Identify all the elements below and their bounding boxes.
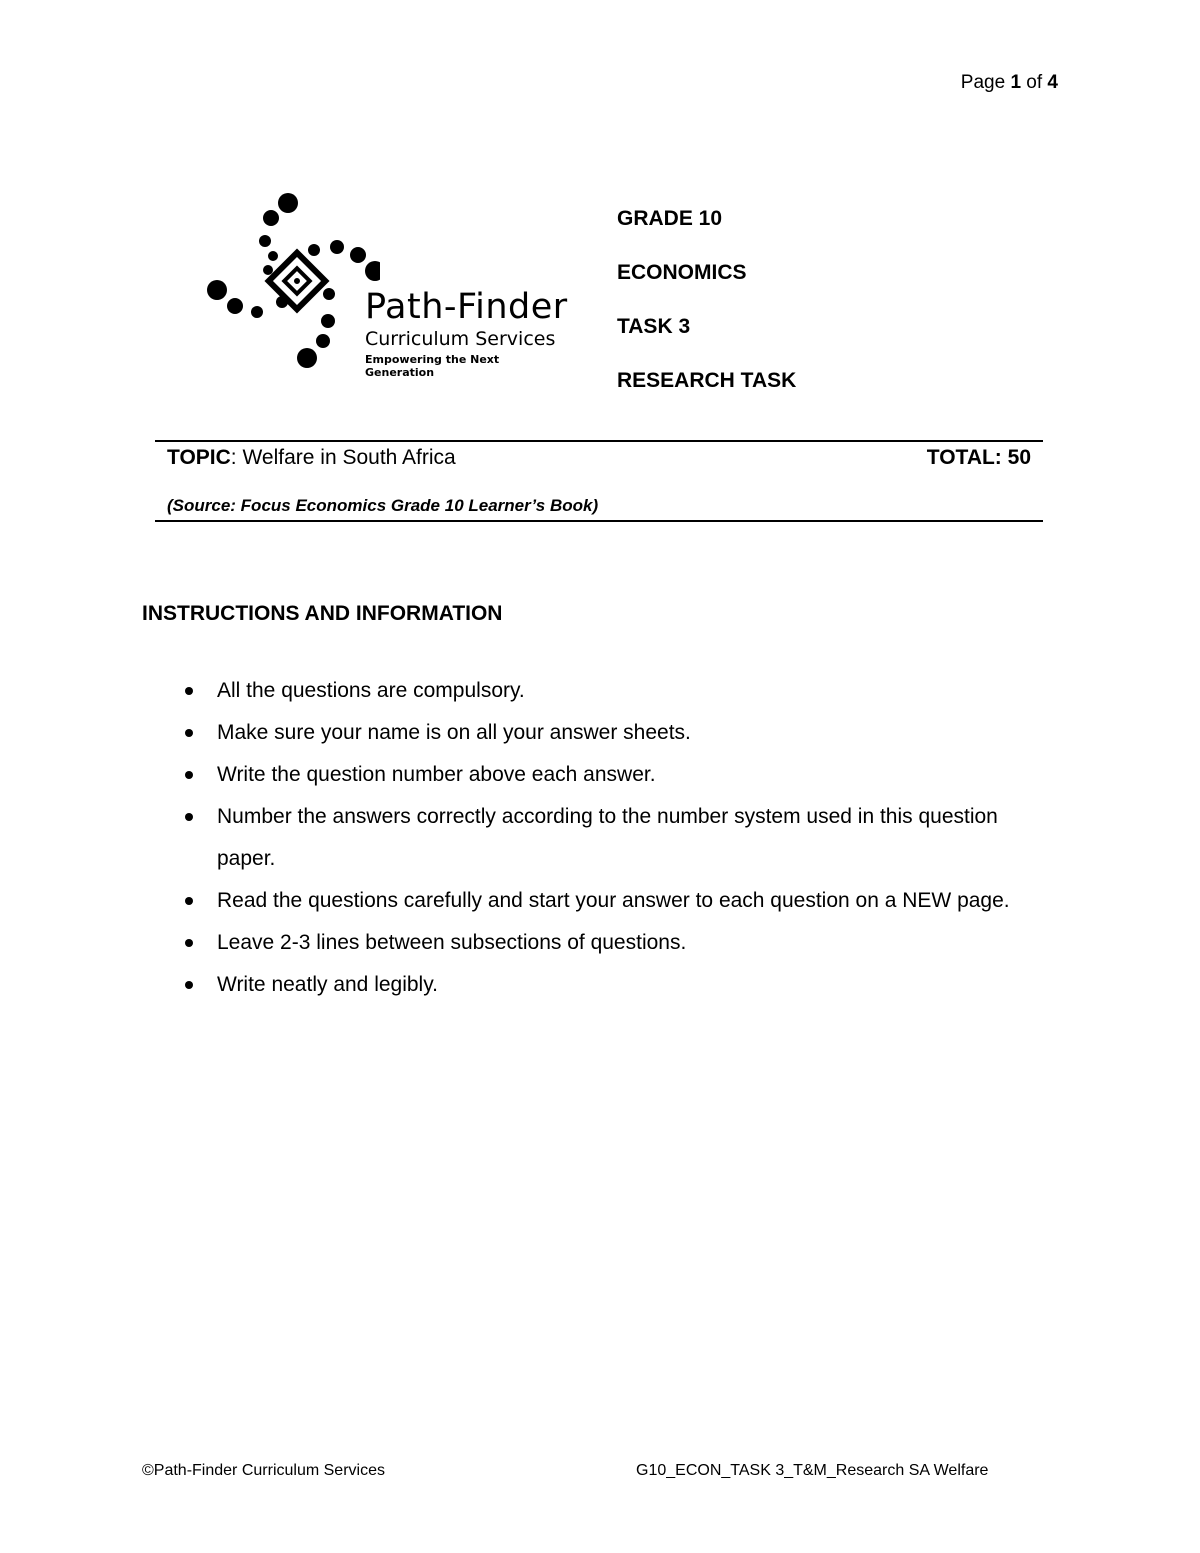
task-number: TASK 3 [617, 315, 691, 338]
source-citation: (Source: Focus Economics Grade 10 Learner’s Book) [167, 496, 599, 515]
bullet-icon [185, 771, 193, 779]
topic-row [155, 442, 1043, 482]
bullet-icon [185, 981, 193, 989]
page-number: Page 1 of 4 [960, 72, 1058, 93]
list-item: Number the answers correctly according to the number system used in this question paper. [182, 796, 1032, 880]
list-item: Write the question number above each answer. [182, 754, 1062, 796]
logo-dots-icon [200, 185, 380, 380]
list-item: Read the questions carefully and start your answer to each question on a NEW page. [182, 880, 1062, 922]
list-item: Leave 2-3 lines between subsections of questions. [182, 922, 1062, 964]
grade: GRADE 10 [617, 207, 723, 230]
bullet-icon [185, 729, 193, 737]
bottom-rule [155, 520, 1043, 522]
list-item: Make sure your name is on all your answer sheets. [182, 712, 1062, 754]
logo-name: Path-Finder [365, 287, 568, 327]
path-finder-logo [200, 185, 570, 380]
total-marks: TOTAL: 50 [926, 446, 1031, 469]
footer-copyright: ©Path-Finder Curriculum Services [142, 1462, 385, 1479]
topic-block [155, 440, 1043, 522]
bullet-icon [185, 813, 193, 821]
instructions-heading: INSTRUCTIONS AND INFORMATION [142, 602, 503, 625]
source-row [155, 482, 1043, 520]
bullet-icon [185, 939, 193, 947]
bullet-icon [185, 897, 193, 905]
task-info [617, 206, 796, 422]
logo-subtitle: Curriculum Services [365, 328, 556, 350]
list-item: All the questions are compulsory. [182, 670, 1062, 712]
task-type: RESEARCH TASK [617, 369, 797, 392]
bullet-icon [185, 687, 193, 695]
footer-document-id: G10_ECON_TASK 3_T&M_Research SA Welfare [636, 1462, 989, 1479]
topic [167, 446, 456, 470]
list-item: Write neatly and legibly. [182, 964, 1062, 1006]
subject: ECONOMICS [617, 261, 747, 284]
topic-value: : Welfare in South Africa [230, 446, 456, 469]
topic-label: TOPIC [167, 446, 231, 469]
logo-tagline: Empowering the Next Generation [365, 353, 500, 379]
instructions-list [182, 670, 1062, 1006]
